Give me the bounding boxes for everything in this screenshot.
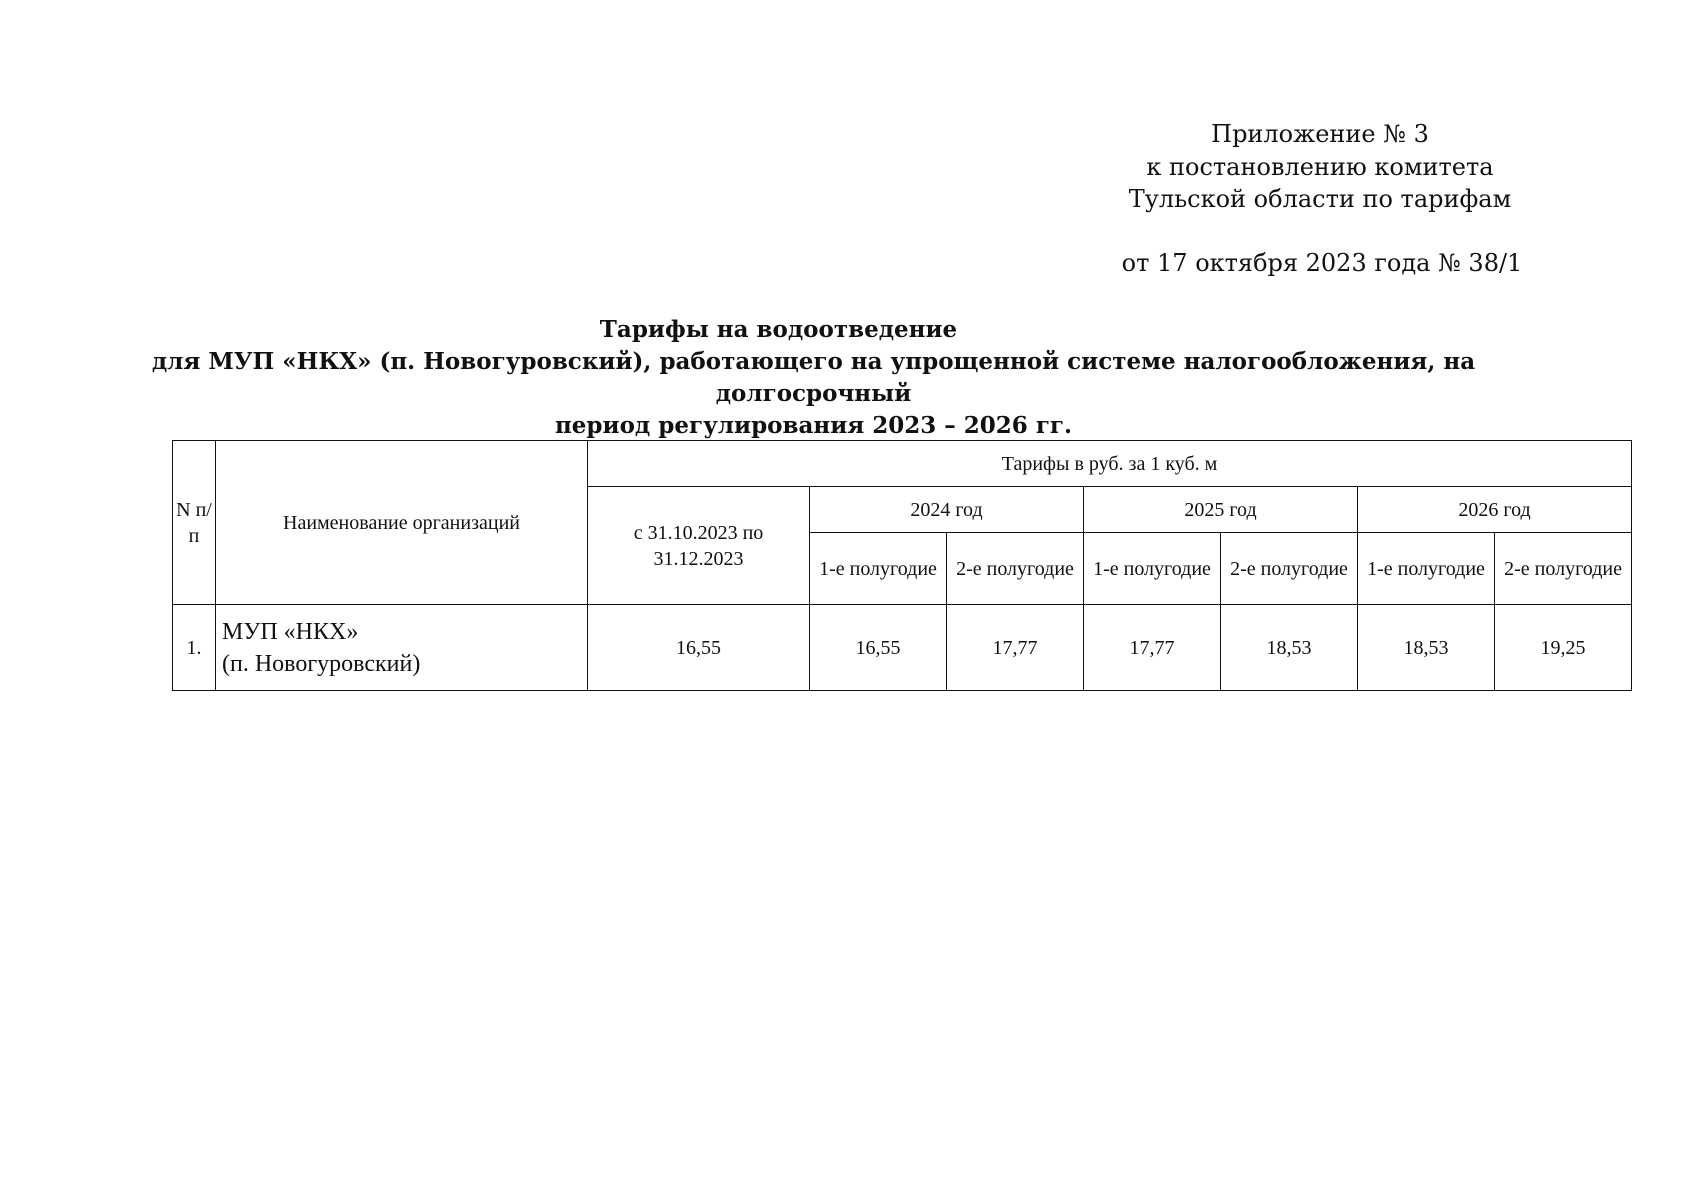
tariff-value-2024-h1: 16,55	[810, 605, 947, 691]
row-number: 1.	[173, 605, 216, 691]
header-period0: с 31.10.2023 по 31.12.2023	[588, 487, 810, 605]
header-row-1	[173, 441, 1632, 487]
tariff-value-2026-h1: 18,53	[1358, 605, 1495, 691]
header-half-1: 1-е полугодие	[810, 533, 947, 605]
document-title	[150, 314, 1477, 442]
organization-name	[216, 605, 588, 691]
header-org: Наименование организаций	[216, 441, 588, 605]
appendix-authority: Тульской области по тарифам	[1128, 185, 1512, 213]
appendix-header	[1110, 118, 1530, 279]
header-half-2: 2-е полугодие	[947, 533, 1084, 605]
header-half-1: 1-е полугодие	[1084, 533, 1221, 605]
tariff-value-2026-h2: 19,25	[1495, 605, 1632, 691]
header-year-2026: 2026 год	[1358, 487, 1632, 533]
header-year-2025: 2025 год	[1084, 487, 1358, 533]
header-half-2: 2-е полугодие	[1495, 533, 1632, 605]
header-year-2024: 2024 год	[810, 487, 1084, 533]
tariff-value-2024-h2: 17,77	[947, 605, 1084, 691]
header-tariffs: Тарифы в руб. за 1 куб. м	[588, 441, 1632, 487]
appendix-date: от 17 октября 2023 года № 38/1	[1121, 248, 1523, 277]
tariff-value-2025-h1: 17,77	[1084, 605, 1221, 691]
header-num: N п/п	[173, 441, 216, 605]
title-line-1: Тарифы на водоотведение	[599, 316, 958, 343]
header-half-1: 1-е полугодие	[1358, 533, 1495, 605]
organization-name-line-2: (п. Новогуровский)	[222, 650, 421, 677]
appendix-number: Приложение № 3	[1211, 120, 1429, 148]
appendix-ref: к постановлению комитета	[1146, 152, 1494, 181]
tariff-value-period0: 16,55	[588, 605, 810, 691]
table-row	[173, 605, 1632, 691]
header-half-2: 2-е полугодие	[1221, 533, 1358, 605]
tariffs-table	[172, 440, 1632, 691]
tariff-value-2025-h2: 18,53	[1221, 605, 1358, 691]
title-line-3: период регулирования 2023 – 2026 гг.	[554, 412, 1073, 439]
organization-name-line-1: МУП «НКХ»	[222, 618, 359, 645]
title-line-2: для МУП «НКХ» (п. Новогуровский), работающего на упрощенной системе налогообложения, на долгосрочный	[151, 348, 1476, 407]
